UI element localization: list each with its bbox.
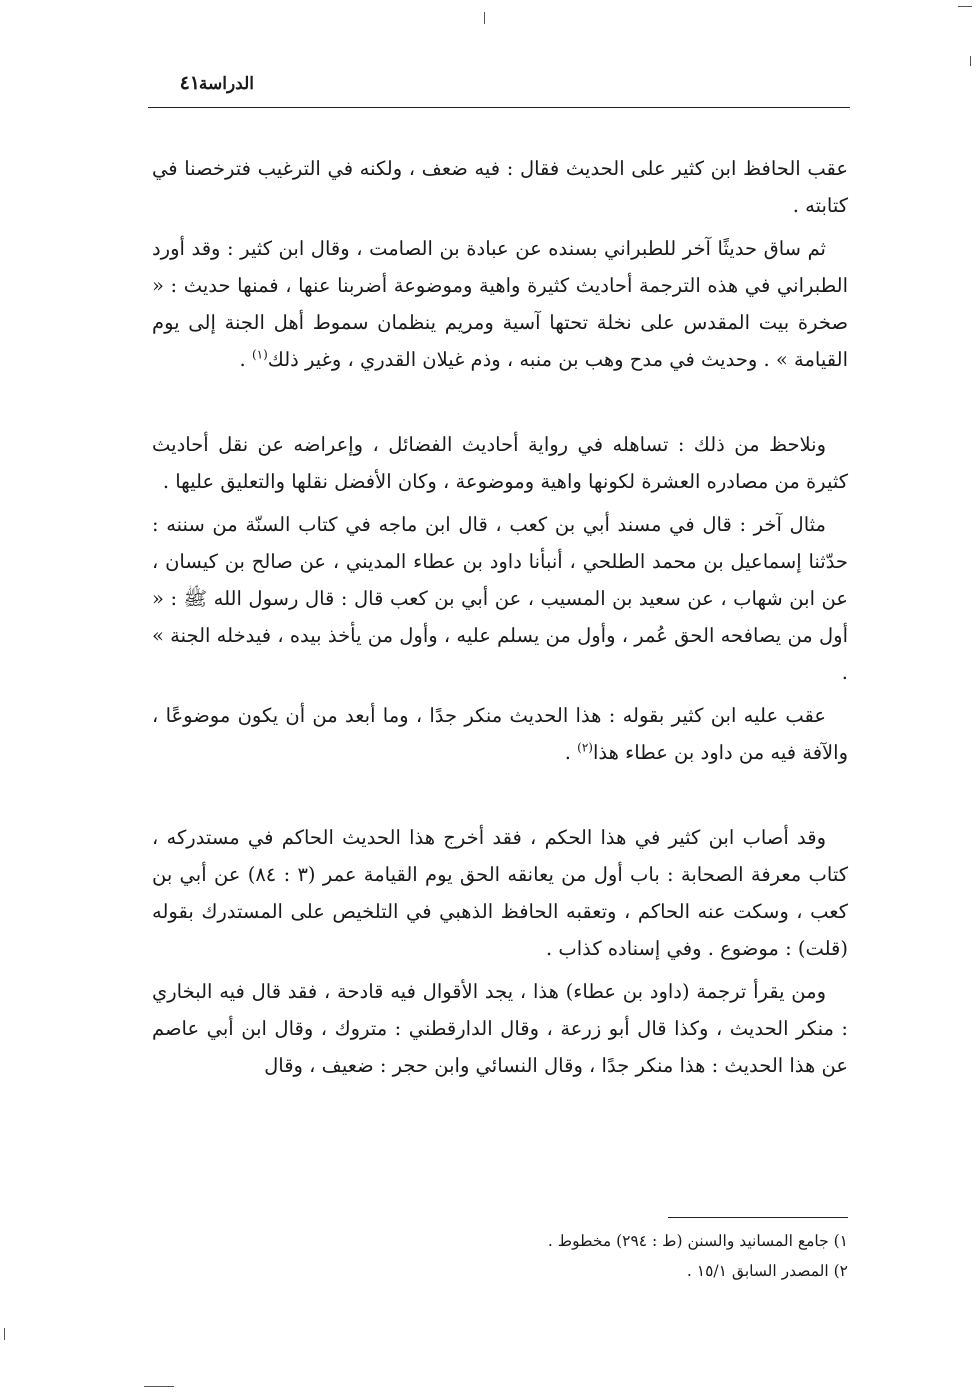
paragraph-1-text: عقب الحافظ ابن كثير على الحديث فقال : فيه ضعف ، ولكنه في الترغيب فترخصنا في كتابته .	[152, 157, 848, 217]
paragraph-5-tail: .	[564, 741, 578, 764]
paragraph-2-text: ثم ساق حديثًا آخر للطبراني بسنده عن عبادة بن الصامت ، وقال ابن كثير : وقد أورد الطبراني في هذه الترجمة أحاديث كثيرة واهية وموضوعة أضربنا عنها ، فمنها حديث : « صخرة بيت المقدس على نخلة تحتها آسية ومريم ينظمان سموط أهل الجنة إلى يوم القيامة » . وحديث في مدح وهب بن منبه ، وذم غيلان القدري ، وغير ذلك	[152, 237, 848, 371]
scan-artifact-right-edge	[970, 56, 971, 66]
scan-artifact-top	[484, 12, 485, 24]
paragraph-2-tail: .	[239, 348, 252, 371]
running-header	[148, 70, 850, 104]
paragraph-2	[152, 230, 848, 378]
footnote-divider	[668, 1217, 848, 1218]
page-number: ٤١	[179, 72, 200, 94]
paragraph-5	[152, 697, 848, 771]
paragraph-6	[152, 819, 848, 967]
footnotes	[400, 1226, 848, 1286]
scan-artifact-left-edge	[4, 1328, 5, 1340]
paragraph-4-text: مثال آخر : قال في مسند أبي بن كعب ، قال ابن ماجه في كتاب السنّة من سننه : حدّثنا إسماعيل بن محمد الطلحي ، أنبأنا داود بن عطاء المديني ، عن صالح بن كيسان ، عن ابن شهاب ، عن سعيد بن المسيب ، عن أبي بن كعب قال : قال رسول الله ﷺ : « أول من يصافحه الحق عُمر ، وأول من يسلم عليه ، وأول من يأخذ بيده ، فيدخله الجنة » .	[152, 513, 848, 684]
footnote-1: ١) جامع المسانيد والسنن (ط : ٢٩٤) مخطوط .	[547, 1232, 848, 1250]
paragraph-1	[152, 150, 848, 224]
footnote-ref-1[interactable]: (١)	[251, 347, 268, 362]
header-title: الدراسة	[198, 74, 254, 94]
paragraph-7	[152, 973, 848, 1084]
body-text	[152, 150, 848, 1084]
paragraph-6-text: وقد أصاب ابن كثير في هذا الحكم ، فقد أخرج هذا الحديث الحاكم في مستدركه ، كتاب معرفة الصحابة : باب أول من يعانقه الحق يوم القيامة عمر (٣ : ٨٤) عن أبي بن كعب ، وسكت عنه الحاكم ، وتعقبه الحافظ الذهبي في التلخيص على المستدرك بقوله (قلت) : موضوع . وفي إسناده كذاب .	[152, 826, 849, 960]
scan-artifact-right-top	[958, 6, 972, 7]
header-divider	[148, 107, 850, 108]
scan-artifact-bottom	[144, 1386, 174, 1387]
paragraph-3-text: ونلاحظ من ذلك : تساهله في رواية أحاديث الفضائل ، وإعراضه عن نقل أحاديث كثيرة من مصادره العشرة لكونها واهية وموضوعة ، وكان الأفضل نقلها والتعليق عليها .	[152, 433, 848, 493]
paragraph-7-text: ومن يقرأ ترجمة (داود بن عطاء) هذا ، يجد الأقوال فيه قادحة ، فقد قال فيه البخاري : منكر الحديث ، وكذا قال أبو زرعة ، وقال الدارقطني : متروك ، وقال ابن أبي عاصم عن هذا الحديث : هذا منكر جدًا ، وقال النسائي وابن حجر : ضعيف ، وقال	[152, 980, 848, 1077]
paragraph-4	[152, 506, 848, 691]
footnote-ref-2[interactable]: (٢)	[577, 740, 593, 755]
paragraph-5-text: عقب عليه ابن كثير بقوله : هذا الحديث منكر جدًا ، وما أبعد من أن يكون موضوعًا ، والآفة فيه من داود بن عطاء هذا	[152, 704, 848, 764]
footnote-2: ٢) المصدر السابق ١٥/١ .	[686, 1262, 848, 1280]
paragraph-3	[152, 426, 848, 500]
